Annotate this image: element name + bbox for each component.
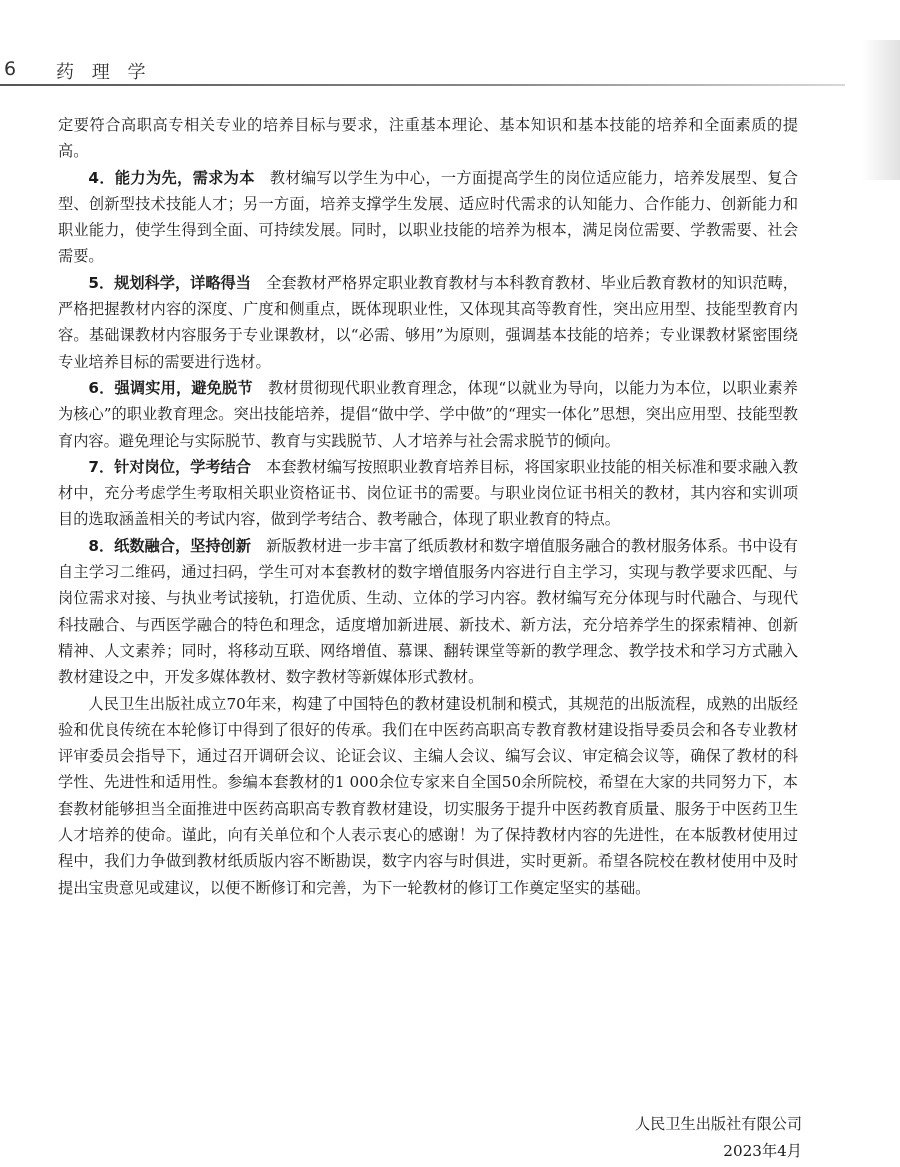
signature-date: 2023年4月 xyxy=(723,1142,802,1160)
page-header xyxy=(0,56,900,96)
page-edge-shadow xyxy=(862,40,900,180)
section-6-text: 教材贯彻现代职业教育理念，体现“以就业为导向，以能力为本位，以职业素养为核心”的职业教育理念。突出技能培养，提倡“做中学、学中做”的“理实一体化”思想，突出应用型、技能型教育内容。避免理论与实际脱节、教育与实践脱节、人才培养与社会需求脱节的倾向。 xyxy=(58,378,798,450)
running-title: 药 理 学 xyxy=(56,62,152,83)
section-8-heading: 8．纸数融合，坚持创新 xyxy=(88,536,251,555)
continuation-paragraph: 定要符合高职高专相关专业的培养目标与要求，注重基本理论、基本知识和基本技能的培养和全面素质的提高。 xyxy=(58,116,798,161)
section-8-text: 新版教材进一步丰富了纸质教材和数字增值服务融合的教材服务体系。书中设有自主学习二维码，通过扫码，学生可对本套教材的数字增值服务内容进行自主学习，实现与教学要求匹配、与岗位需求对接、与执业考试接轨，打造优质、生动、立体的学习内容。教材编写充分体现与时代融合、与现代科技融合、与西医学融合的特色和理念，适度增加新进展、新技术、新方法，充分培养学生的探索精神、创新精神、人文素养；同时，将移动互联、网络增值、慕课、翻转课堂等新的教学理念、教学技术和学习方式融入教材建设之中，开发多媒体教材、数字教材等新媒体形式教材。 xyxy=(58,536,798,687)
publisher-name: 人民卫生出版社有限公司 xyxy=(634,1115,802,1133)
section-6-paragraph xyxy=(58,375,798,454)
section-5-paragraph xyxy=(58,270,798,375)
section-7-text: 本套教材编写按照职业教育培养目标，将国家职业技能的相关标准和要求融入教材中，充分考虑学生考取相关职业资格证书、岗位证书的需要。与职业岗位证书相关的教材，其内容和实训项目的选取涵盖相关的考试内容，做到学考结合、教考融合，体现了职业教育的特点。 xyxy=(58,457,798,529)
section-7-paragraph xyxy=(58,454,798,533)
section-4-text: 教材编写以学生为中心，一方面提高学生的岗位适应能力，培养发展型、复合型、创新型技术技能人才；另一方面，培养支撑学生发展、适应时代需求的认知能力、合作能力、创新能力和职业能力，使学生得到全面、可持续发展。同时，以职业技能的培养为根本，满足岗位需要、学教需要、社会需要。 xyxy=(58,168,798,266)
section-6-heading: 6．强调实用，避免脱节 xyxy=(88,378,253,397)
section-5-text: 全套教材严格界定职业教育教材与本科教育教材、毕业后教育教材的知识范畴，严格把握教材内容的深度、广度和侧重点，既体现职业性，又体现其高等教育性，突出应用型、技能型教育内容。基础课教材内容服务于专业课教材，以“必需、够用”为原则，强调基本技能的培养；专业课教材紧密围绕专业培养目标的需要进行选材。 xyxy=(58,273,798,371)
page-number: 6 xyxy=(4,58,17,80)
section-7-heading: 7．针对岗位，学考结合 xyxy=(88,457,251,476)
header-rule xyxy=(0,84,845,86)
closing-paragraph: 人民卫生出版社成立70年来，构建了中国特色的教材建设机制和模式，其规范的出版流程，成熟的出版经验和优良传统在本轮修订中得到了很好的传承。我们在中医药高职高专教育教材建设指导委员会和各专业教材评审委员会指导下，通过召开调研会议、论证会议、主编人会议、编写会议、审定稿会议等，确保了教材的科学性、先进性和适用性。参编本套教材的1 000余位专家来自全国50余所院校，希望在大家的共同努力下，本套教材能够担当全面推进中医药高职高专教育教材建设，切实服务于提升中医药教育质量、服务于中医药卫生人才培养的使命。谨此，向有关单位和个人表示衷心的感谢！为了保持教材内容的先进性，在本版教材使用过程中，我们力争做到教材纸质版内容不断勘误，数字内容与时俱进，实时更新。希望各院校在教材使用中及时提出宝贵意见或建议，以便不断修订和完善，为下一轮教材的修订工作奠定坚实的基础。 xyxy=(58,694,798,897)
body-text xyxy=(58,112,798,901)
section-5-heading: 5．规划科学，详略得当 xyxy=(88,273,251,292)
section-4-heading: 4．能力为先，需求为本 xyxy=(88,168,255,187)
signature-block xyxy=(635,1111,802,1165)
section-8-paragraph xyxy=(58,533,798,691)
section-4-paragraph xyxy=(58,165,798,270)
